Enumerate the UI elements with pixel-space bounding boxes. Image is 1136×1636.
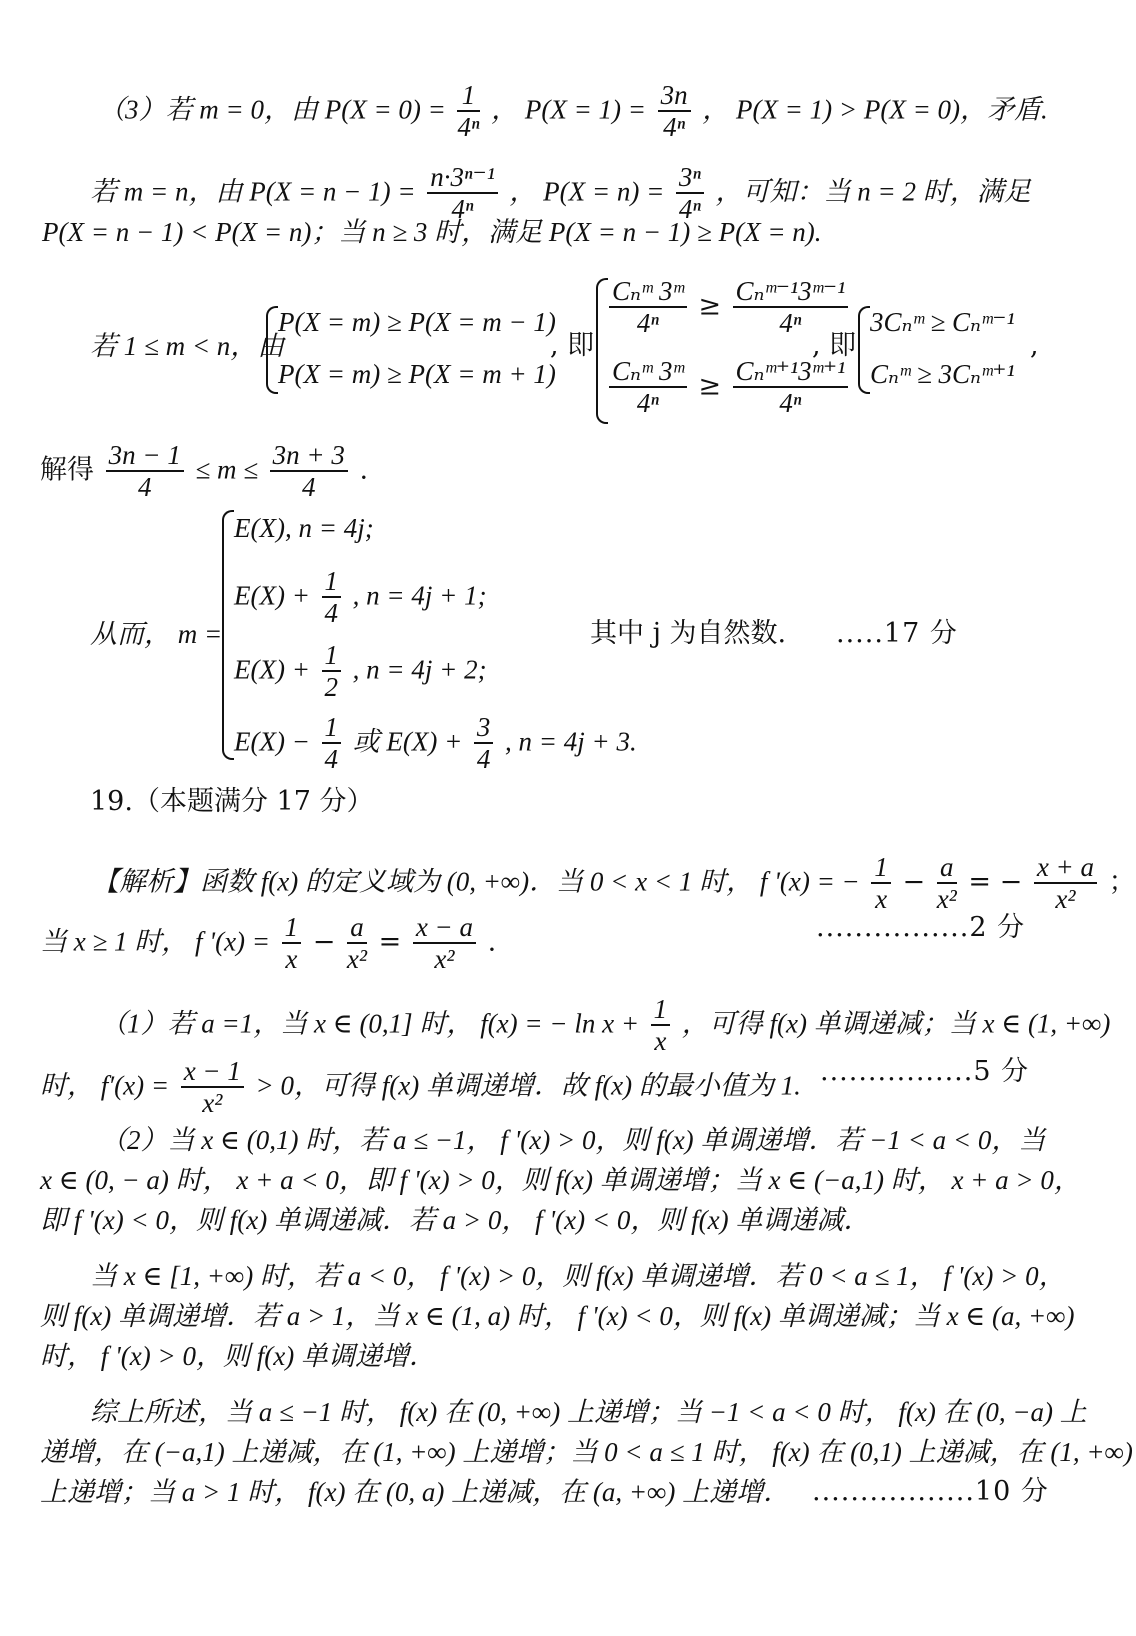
numerator: 1 (322, 712, 342, 744)
cases-prefix: 从而， m = (90, 619, 223, 649)
text: 或 E(X) + (352, 726, 463, 757)
numerator: 1 (322, 566, 342, 598)
denominator: 4 (137, 472, 152, 502)
q19-line-c3: 即 f '(x) < 0，则 f(x) 单调递减．若 a > 0， f '(x) < 0，则 f(x) 单调递减． (40, 1205, 871, 1235)
q19-line-b2 (40, 1056, 801, 1118)
text: , 即 (550, 330, 595, 361)
numerator: 1 (871, 852, 891, 884)
numerator: x − 1 (181, 1056, 244, 1088)
text: , n = 4j + 3. (505, 726, 637, 757)
text: E(X) − (234, 726, 310, 757)
part3-line2 (90, 162, 1031, 224)
brace (858, 306, 870, 394)
text: , n = 4j + 1; (352, 580, 487, 611)
q19-line-a1 (92, 852, 1136, 914)
text: ，可得 f(x) 单调递减；当 x ∈ (1, +∞) (681, 1008, 1111, 1039)
minus: − (312, 926, 336, 958)
case-4 (234, 712, 637, 774)
fraction (733, 276, 849, 338)
text: 若 m = n，由 P(X = n − 1) = (90, 176, 416, 207)
text: （3）若 m = 0，由 P(X = 0) = (98, 94, 446, 125)
text: , n = 4j + 2; (352, 654, 487, 685)
equals: = (378, 926, 402, 958)
numerator: Cₙᵐ⁺¹3ᵐ⁺¹ (733, 356, 849, 388)
part3-line5 (40, 440, 368, 502)
fraction (282, 912, 302, 974)
numerator: Cₙᵐ 3ᵐ (609, 276, 687, 308)
part3-line4-prefix: 若 1 ≤ m < n，由 (90, 331, 285, 361)
q19-line-b1 (100, 994, 1110, 1056)
text: E(X) + (234, 580, 310, 611)
fraction (106, 440, 184, 502)
fraction (347, 912, 367, 974)
denominator: 4ⁿ (663, 112, 686, 142)
denominator: 4ⁿ (779, 388, 802, 418)
fraction (270, 440, 348, 502)
system1-row1: P(X = m) ≥ P(X = m − 1) (278, 307, 556, 337)
numerator: 3n + 3 (270, 440, 348, 472)
text: ， P(X = n) = (509, 176, 665, 207)
denominator: 4 (324, 598, 339, 628)
text: , (1030, 330, 1039, 361)
q19-line-d1: 当 x ∈ [1, +∞) 时，若 a < 0， f '(x) > 0，则 f(x) 单调递增．若 0 < a ≤ 1， f '(x) > 0， (90, 1261, 1066, 1291)
cases-note: 其中 j 为自然数. (590, 618, 787, 649)
fraction (871, 852, 891, 914)
text: 时， f′(x) = (40, 1070, 170, 1101)
denominator: x (875, 884, 888, 914)
score-2: ................2 分 (816, 912, 1026, 943)
text: ， P(X = 1) = (491, 94, 647, 125)
fraction (651, 994, 671, 1056)
denominator: 4ⁿ (779, 308, 802, 338)
fraction (733, 356, 849, 418)
q19-line-e2: 递增，在 (−a,1) 上递减，在 (1, +∞) 上递增；当 0 < a ≤ 1 时， f(x) 在 (0,1) 上递减，在 (1, +∞) (40, 1437, 1133, 1467)
text: ， P(X = 1) > P(X = 0)，矛盾. (702, 94, 1048, 125)
part3-line1 (98, 80, 1048, 142)
q19-line-e3: 上递增；当 a > 1 时， f(x) 在 (0, a) 上递减，在 (a, +∞) 上递增． (40, 1477, 791, 1507)
text: 【解析】函数 f(x) 的定义域为 (0, +∞)．当 0 < x < 1 时， f '(x) = − (92, 866, 860, 897)
fraction (413, 912, 476, 974)
text: . (487, 926, 497, 958)
fraction (609, 276, 687, 338)
numerator: 1 (457, 80, 479, 112)
equals: = − (968, 866, 1023, 898)
numerator: 1 (651, 994, 671, 1026)
geq-sign: ≥ (698, 370, 721, 402)
numerator: x + a (1034, 852, 1097, 884)
fraction (181, 1056, 244, 1118)
case-1: E(X), n = 4j; (234, 513, 374, 543)
denominator: 4 (324, 744, 339, 774)
denominator: 4 (302, 472, 316, 502)
fraction (457, 80, 479, 142)
geq-sign: ≥ (698, 290, 721, 322)
fraction (1034, 852, 1097, 914)
fraction (427, 162, 498, 224)
denominator: x² (202, 1088, 223, 1118)
denominator: x² (936, 884, 957, 914)
denominator: 4 (476, 744, 491, 774)
fraction (676, 162, 704, 224)
text: ≤ m ≤ (195, 454, 259, 485)
q19-heading: 19.（本题满分 17 分） (90, 786, 374, 817)
denominator: x (285, 944, 298, 974)
text: ，可知：当 n = 2 时，满足 (715, 176, 1031, 207)
part3-line3: P(X = n − 1) < P(X = n)；当 n ≥ 3 时，满足 P(X = n − 1) ≥ P(X = n). (42, 217, 822, 247)
system3-row1: 3Cₙᵐ ≥ Cₙᵐ⁻¹ (870, 307, 1015, 337)
fraction (322, 712, 342, 774)
system1-row2: P(X = m) ≥ P(X = m + 1) (278, 359, 556, 389)
score-10: .................10 分 (812, 1476, 1049, 1507)
denominator: 4ⁿ (457, 112, 480, 142)
system3-row2: Cₙᵐ ≥ 3Cₙᵐ⁺¹ (870, 359, 1015, 389)
q19-line-d3: 时， f '(x) > 0，则 f(x) 单调递增． (40, 1341, 436, 1371)
numerator: 3ⁿ (676, 162, 704, 194)
text: > 0，可得 f(x) 单调递增．故 f(x) 的最小值为 1. (255, 1070, 801, 1101)
case-2 (234, 566, 487, 628)
minus: − (902, 866, 926, 898)
denominator: x (654, 1026, 667, 1056)
numerator: 1 (322, 640, 342, 672)
fraction (474, 712, 494, 774)
text: （1）若 a =1，当 x ∈ (0,1] 时， f(x) = − ln x + (100, 1008, 640, 1039)
denominator: 4ⁿ (678, 194, 701, 224)
numerator: a (347, 912, 367, 944)
text: 当 x ≥ 1 时， f '(x) = (40, 926, 271, 957)
denominator: 4ⁿ (451, 194, 474, 224)
text: ； (1108, 866, 1136, 898)
denominator: x² (346, 944, 368, 974)
text: E(X) + (234, 654, 310, 685)
score-17: .....17 分 (836, 618, 958, 649)
numerator: 1 (282, 912, 302, 944)
denominator: 2 (324, 672, 339, 702)
text: 解得 (40, 454, 94, 486)
text: , 即 (812, 330, 857, 361)
fraction (322, 640, 342, 702)
numerator: Cₙᵐ 3ᵐ (609, 356, 687, 388)
numerator: a (937, 852, 957, 884)
fraction (658, 80, 691, 142)
q19-line-a2 (40, 912, 496, 974)
q19-line-e1: 综上所述，当 a ≤ −1 时， f(x) 在 (0, +∞) 上递增；当 −1 < a < 0 时， f(x) 在 (0, −a) 上 (90, 1397, 1087, 1427)
denominator: 4ⁿ (636, 308, 659, 338)
q19-line-d2: 则 f(x) 单调递增．若 a > 1，当 x ∈ (1, a) 时， f '(x) < 0，则 f(x) 单调递减；当 x ∈ (a, +∞) (40, 1301, 1075, 1331)
numerator: n·3ⁿ⁻¹ (427, 162, 498, 194)
case-3 (234, 640, 487, 702)
fraction (937, 852, 957, 914)
denominator: x² (434, 944, 455, 974)
brace (222, 510, 234, 760)
numerator: 3n − 1 (106, 440, 184, 472)
brace (266, 306, 278, 394)
score-5: ................5 分 (820, 1056, 1030, 1087)
fraction (609, 356, 687, 418)
denominator: 4ⁿ (636, 388, 659, 418)
numerator: x − a (413, 912, 476, 944)
text: . (359, 454, 369, 486)
q19-line-c2: x ∈ (0, − a) 时， x + a < 0，即 f '(x) > 0，则 f(x) 单调递增；当 x ∈ (−a,1) 时， x + a > 0， (40, 1165, 1081, 1195)
system2-row1 (606, 276, 851, 338)
numerator: 3n (658, 80, 691, 112)
numerator: Cₙᵐ⁻¹3ᵐ⁻¹ (733, 276, 849, 308)
denominator: x² (1055, 884, 1076, 914)
system2-row2 (606, 356, 851, 418)
fraction (322, 566, 342, 628)
numerator: 3 (474, 712, 494, 744)
q19-line-c1: （2）当 x ∈ (0,1) 时，若 a ≤ −1， f '(x) > 0，则 f(x) 单调递增．若 −1 < a < 0，当 (100, 1125, 1046, 1155)
